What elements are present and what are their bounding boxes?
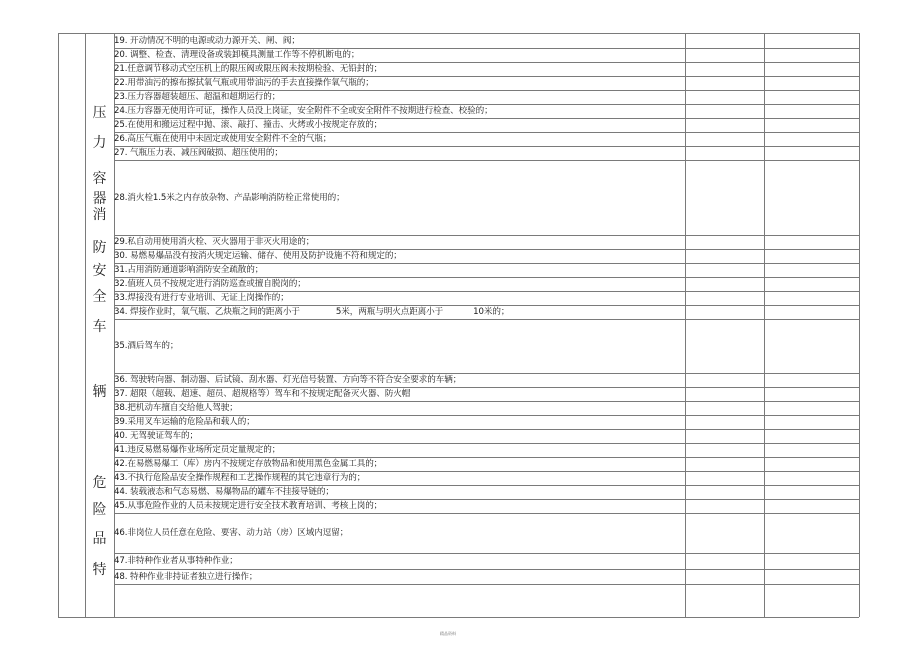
category-char: 安	[92, 263, 107, 279]
row-text: 27. 气瓶压力表、减压阀破损、超压使用的；	[114, 148, 283, 158]
table-rule	[114, 415, 859, 416]
row-text: 26.高压气瓶在使用中未固定或使用安全附件不全的气瓶；	[114, 134, 332, 144]
table-row	[114, 417, 255, 427]
row-text: 25.在使用和搬运过程中抛、滚、敲打、撞击、火烤或小按规定存放的；	[114, 120, 383, 130]
table-rule	[114, 118, 859, 119]
row-text: 31.占用消防通道影响消防安全疏散的；	[114, 265, 264, 275]
row-text-part: 5米，两瓶与明火点距离小于	[335, 307, 444, 317]
table-row	[114, 389, 410, 399]
row-text: 48. 特种作业非持证者独立进行操作；	[114, 571, 258, 582]
row-text: 36. 驾驶转向器、制动器、后试镜、刮水器、灯光信号装置、方向等不符合安全要求的车辆；	[114, 375, 462, 385]
table-rule	[114, 263, 859, 264]
table-rule	[114, 62, 859, 63]
table-row	[114, 487, 334, 497]
row-text: 44. 装载液态和气态易燃、易爆物品的罐车不挂接导链的；	[114, 487, 334, 497]
table-row	[114, 572, 257, 582]
row-text: 32.值班人员不按规定进行消防巡查或擅自脱岗的；	[114, 279, 306, 289]
table-rule	[114, 104, 859, 105]
row-text: 29.私自动用使用消火栓、灭火器用于非灭火用途的；	[114, 237, 315, 247]
category-char: 车	[92, 319, 107, 335]
table-row	[114, 134, 331, 144]
table-rule	[114, 249, 859, 250]
table-row	[114, 78, 374, 88]
table-row	[114, 148, 283, 158]
row-text: 33.焊接没有进行专业培训、无证上岗操作的；	[114, 293, 289, 303]
table-row	[114, 237, 314, 247]
row-text: 21.任意调节移动式空压机上的限压阀或限压阀未按期检验、无铅封的；	[114, 64, 383, 74]
row-text: 40. 无驾驶证驾车的；	[114, 431, 198, 441]
table-rule	[114, 584, 859, 585]
category-char: 险	[92, 502, 107, 518]
row-text: 45.从事危险作业的人员未按规定进行安全技术教育培训、考核上岗的；	[114, 501, 383, 511]
footer-note: 精品资料	[440, 631, 456, 636]
table-rule	[685, 33, 686, 617]
table-row	[114, 473, 365, 483]
table-rule	[114, 235, 859, 236]
table-row	[114, 293, 289, 303]
table-rule	[114, 513, 859, 514]
table-row	[114, 459, 382, 469]
table-rule	[114, 499, 859, 500]
table-row	[114, 307, 509, 317]
table-row	[114, 120, 382, 130]
row-text: 43.不执行危险品安全操作规程和工艺操作规程的其它违章行为的；	[114, 473, 366, 483]
table-row	[114, 501, 382, 511]
table-row	[114, 50, 359, 60]
table-rule	[114, 443, 859, 444]
table-rule	[114, 291, 859, 292]
category-char: 容	[92, 171, 107, 187]
category-char: 力	[92, 135, 107, 151]
table-row	[114, 279, 306, 289]
table-row	[114, 92, 280, 102]
category-char: 全	[92, 289, 107, 305]
table-rule	[114, 569, 859, 570]
table-rule	[114, 471, 859, 472]
table-rule	[114, 457, 859, 458]
table-rule	[114, 485, 859, 486]
row-text: 41.违反易燃易爆作业场所定员定量规定的；	[114, 445, 281, 455]
table-rule	[114, 401, 859, 402]
row-text: 42.在易燃易爆工（库）房内不按规定存放物品和使用黑色金属工具的；	[114, 459, 383, 469]
inspection-table	[58, 33, 859, 617]
table-rule	[114, 305, 859, 306]
table-row	[114, 375, 461, 385]
category-char: 防	[92, 240, 107, 256]
table-row	[114, 251, 402, 261]
row-text: 46.非岗位人员任意在危险、要害、动力站（房）区域内逗留；	[114, 528, 349, 538]
table-row	[114, 341, 178, 351]
table-rule	[114, 319, 859, 320]
row-text: 37. 超限（超载、超速、超员、超规格等）驾车和不按规定配备灭火器、防火帽	[114, 389, 411, 399]
table-rule	[58, 33, 59, 617]
table-row	[114, 64, 382, 74]
row-text: 47.非特种作业者从事特种作业；	[114, 556, 238, 566]
table-rule	[58, 33, 859, 34]
table-row	[114, 106, 493, 116]
category-char: 压	[92, 105, 107, 121]
table-rule	[114, 387, 859, 388]
table-rule	[114, 617, 859, 618]
table-row	[114, 403, 238, 413]
table-rule	[114, 132, 859, 133]
table-rule	[114, 373, 859, 374]
row-text: 35.酒后驾车的；	[114, 341, 179, 351]
table-row	[114, 193, 345, 203]
row-text: 38.把机动车擅自交给他人驾驶；	[114, 403, 238, 413]
category-char: 特	[92, 562, 107, 578]
table-rule	[859, 33, 860, 617]
table-row	[114, 36, 300, 46]
table-row	[114, 528, 348, 538]
category-char: 辆	[92, 384, 107, 400]
table-row	[114, 445, 280, 455]
row-text: 23.压力容器超装超压、超温和超期运行的；	[114, 92, 281, 102]
category-char: 消	[92, 207, 107, 223]
table-rule	[114, 277, 859, 278]
category-char: 危	[92, 475, 107, 491]
row-text: 22.用带油污的擦布擦拭氧气瓶或用带油污的手去直接操作氧气瓶的；	[114, 78, 374, 88]
row-text: 20. 调整、检查、清理设备或装卸模具测量工作等不停机断电的；	[114, 50, 360, 60]
category-char: 品	[92, 531, 107, 547]
row-text: 19. 开动情况不明的电源或动力源开关、闸、阀；	[114, 35, 300, 46]
table-rule	[114, 146, 859, 147]
table-rule	[114, 76, 859, 77]
table-rule	[114, 48, 859, 49]
table-rule	[114, 90, 859, 91]
table-rule	[764, 33, 765, 617]
row-text: 34. 焊接作业时，氧气瓶、乙炔瓶之间的距离小于	[114, 307, 300, 317]
table-row	[114, 556, 238, 566]
row-text: 28.消火栓1.5米之内存放杂物、产品影响消防栓正常使用的；	[114, 192, 345, 203]
row-text: 24.压力容器无使用许可证，操作人员没上岗证，安全附件不全或安全附件不按期进行检查、校验的；	[114, 106, 493, 116]
table-rule	[114, 160, 859, 161]
category-char: 器	[92, 191, 107, 207]
table-rule	[114, 429, 859, 430]
row-text-part: 10米的；	[473, 307, 510, 317]
row-text: 30. 易燃易爆品没有按消火规定运输、储存、使用及防护设施不符和规定的；	[114, 251, 402, 261]
table-rule	[114, 553, 859, 554]
row-text: 39.采用叉车运输的危险品和载人的；	[114, 417, 255, 427]
table-row	[114, 265, 263, 275]
table-row	[114, 431, 198, 441]
